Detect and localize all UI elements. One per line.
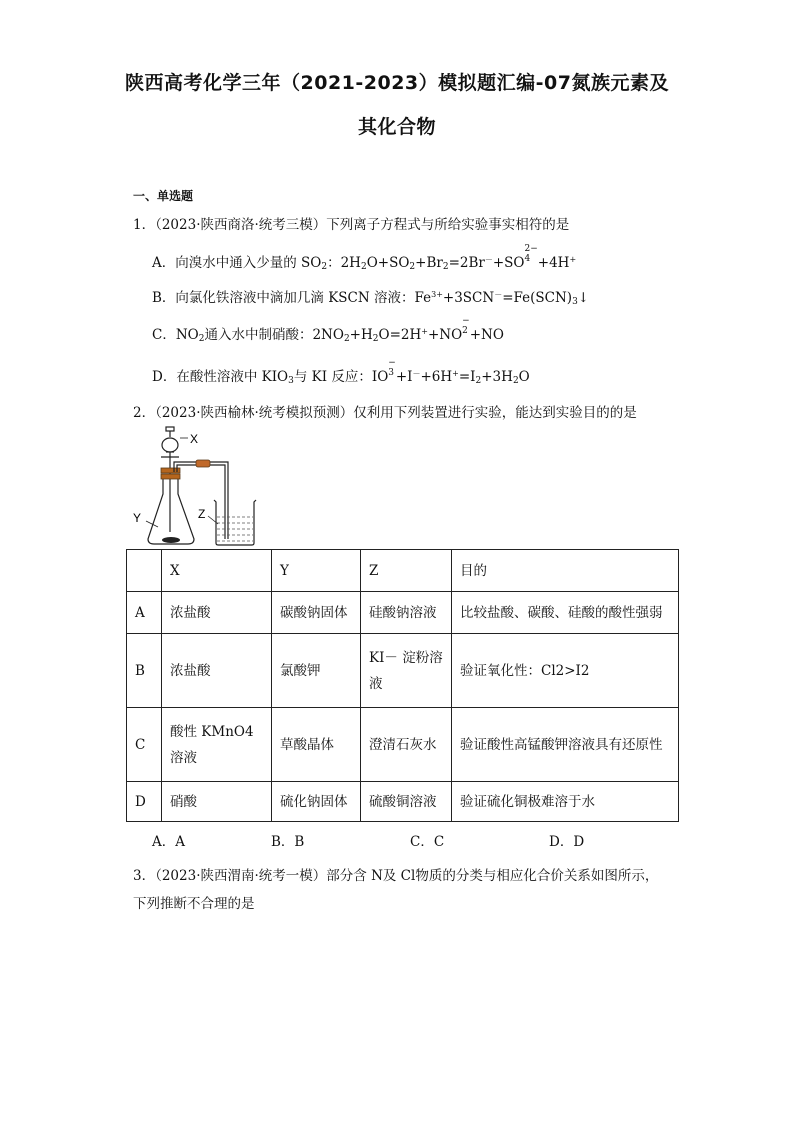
q1-option-d-pre: D．在酸性溶液中 KIO: [152, 369, 289, 385]
delivery-tube: [174, 462, 228, 539]
q1-option-a-text: A．向溴水中通入少量的 SO: [152, 255, 322, 271]
solid-reagent: [162, 537, 180, 543]
q3-stem-line1: 3．（2023·陕西渭南·统考一模）部分含 N及 Cl物质的分类与相应化合价关系如图所示，: [133, 868, 659, 884]
table-cell: 验证酸性高锰酸钾溶液具有还原性: [452, 708, 679, 782]
table-cell: 验证氧化性：Cl2>I2: [452, 634, 679, 708]
table-cell: 浓盐酸: [162, 592, 272, 634]
table-cell: 酸性 KMnO4溶液: [162, 708, 272, 782]
q1-option-a: A．向溴水中通入少量的 $SO_2$：$2H_2O+SO_2+Br_2=2Br^-+SO2-$ 4 +4H+: [152, 244, 577, 272]
table-cell: KI－ 淀粉溶液: [361, 634, 452, 708]
table-cell: 澄清石灰水: [361, 708, 452, 782]
table-cell: A: [127, 592, 162, 634]
q1-option-c-pre: C．NO: [152, 327, 199, 343]
q2-choice-b[interactable]: B．B: [271, 834, 305, 850]
separatory-funnel: [161, 427, 179, 532]
table-row: [127, 782, 679, 822]
table-cell: 硅酸钠溶液: [361, 592, 452, 634]
table-header-cell: Y: [272, 550, 361, 592]
table-header-cell: [127, 550, 162, 592]
table-cell: 浓盐酸: [162, 634, 272, 708]
table-cell: 硝酸: [162, 782, 272, 822]
table-cell: 硫酸铜溶液: [361, 782, 452, 822]
q2-choice-d[interactable]: D．D: [549, 834, 585, 850]
flask-stopper-bottom: [161, 474, 180, 479]
table-cell: 比较盐酸、碳酸、硅酸的酸性强弱: [452, 592, 679, 634]
table-cell: D: [127, 782, 162, 822]
table-row: [127, 592, 679, 634]
table-cell: C: [127, 708, 162, 782]
table-cell: 草酸晶体: [272, 708, 361, 782]
table-cell: 氯酸钾: [272, 634, 361, 708]
table-cell: 验证硫化铜极难溶于水: [452, 782, 679, 822]
table-header-row: [127, 550, 679, 592]
table-header-cell: 目的: [452, 550, 679, 592]
reagents-table: [126, 549, 679, 822]
beaker-liquid: [217, 517, 253, 541]
beaker: [214, 500, 256, 545]
q3-stem-line2: 下列推断不合理的是: [133, 896, 255, 912]
conical-flask: [148, 478, 194, 544]
label-x: X: [190, 432, 199, 446]
q1-stem: 1．（2023·陕西商洛·统考三模）下列离子方程式与所给实验事实相符的是: [133, 217, 570, 233]
q1-option-c-text: 通入水中制硝酸：2NO: [204, 327, 344, 343]
apparatus-figure: [128, 424, 268, 548]
document-title-line2: 其化合物: [357, 116, 436, 138]
table-cell: B: [127, 634, 162, 708]
label-y: Y: [133, 511, 142, 525]
q1-option-b: B．向氯化铁溶液中滴加几滴 KSCN 溶液：$Fe^{3+}+3SCN^-=Fe(SCN)_3↓$: [152, 290, 590, 307]
table-cell: 碳酸钠固体: [272, 592, 361, 634]
section-heading: 一、单选题: [133, 189, 194, 203]
table-header-cell: Z: [361, 550, 452, 592]
document-title-line1: 陕西高考化学三年（2021-2023）模拟题汇编-07氮族元素及: [125, 72, 669, 94]
q1-option-d-text: 与 KI 反应：: [293, 369, 372, 385]
table-cell: 硫化钠固体: [272, 782, 361, 822]
q2-choice-a[interactable]: A．A: [152, 834, 185, 850]
q1-option-c: C．$NO_2$通入水中制硝酸：$2NO_2+H_2O=2H^++NO-$ 2 +NO: [152, 316, 504, 344]
label-z: Z: [198, 507, 206, 521]
rubber-connector: [196, 460, 210, 467]
q1-option-a-eq: ：2H: [327, 255, 361, 271]
table-header-cell: X: [162, 550, 272, 592]
q2-choice-c[interactable]: C．C: [410, 834, 445, 850]
table-row: [127, 634, 679, 708]
q1-option-b-text: B．向氯化铁溶液中滴加几滴 KSCN 溶液：Fe: [152, 290, 432, 306]
table-row: [127, 708, 679, 782]
q1-option-d: D．在酸性溶液中 $KIO_3$与 KI 反应：IO− $3 +I^-+6H^+=I_2+3H_2O$: [152, 358, 530, 386]
q2-stem: 2．（2023·陕西榆林·统考模拟预测）仅利用下列装置进行实验，能达到实验目的的是: [133, 405, 637, 421]
